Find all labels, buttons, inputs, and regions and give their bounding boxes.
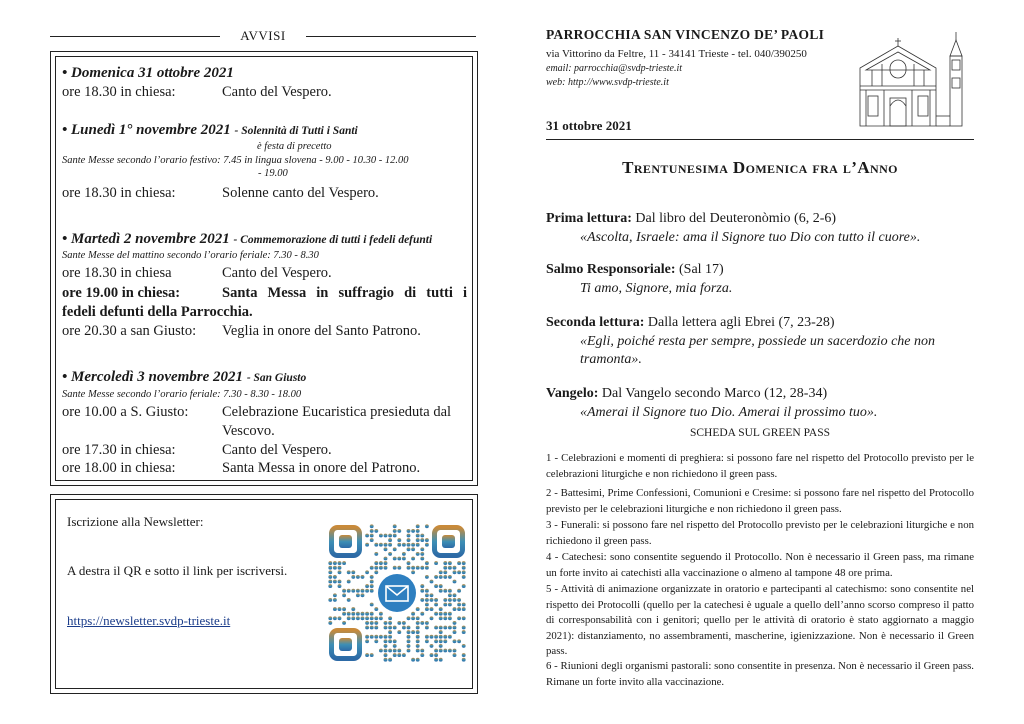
parish-address: via Vittorino da Feltre, 11 - 34141 Trieste - tel. 040/390250 [546,48,807,60]
row-time: ore 18.00 in chiesa: [62,460,176,476]
green-pass-point-1: 1 - Celebrazioni e momenti di preghiera: si possono fare nel rispetto del Protocollo previsto per le celebrazioni liturgiche e non richiedono il green pass. [546,452,974,480]
row-time: ore 20.30 a san Giusto: [62,323,197,339]
reading-source: Dal libro del Deuteronòmio (6, 2-6) [635,211,837,226]
green-pass-point-4: 4 - Catechesi: sono consentite seguendo il Protocollo. Non è necessario il Green pass, ma rimane un forte invito ai catechisti alla vaccinazione o almeno al tampone 48 ore prima. [546,551,974,579]
day-wednesday-title: • Mercoledì 3 novembre 2021 - San Giusto [62,369,307,385]
row-text: Santa Messa in onore del Patrono. [222,460,421,476]
note-orario-feriale: Sante Messe secondo l’orario feriale: 7.30 - 8.30 - 18.00 [62,389,302,400]
day-tuesday-title: • Martedì 2 novembre 2021 - Commemorazione di tutti i fedeli defunti [62,231,433,247]
avvisi-title: AVVISI [240,28,286,43]
qr-code[interactable] [328,524,466,662]
reading-1-quote: «Ascolta, Israele: ama il Signore tuo Dio con tutto il cuore». [580,230,921,245]
reading-4-quote: «Amerai il Signore tuo Dio. Amerai il prossimo tuo». [580,405,878,420]
reading-2-quote: Ti amo, Signore, mia forza. [580,281,733,296]
row-text: Canto del Vespero. [222,265,332,281]
row-text-cont: Vescovo. [222,423,275,439]
parish-name: PARROCCHIA SAN VINCENZO DE’ PAOLI [546,27,825,42]
row-time: ore 10.00 a S. Giusto: [62,404,189,420]
header-divider [546,139,974,140]
row-time: ore 18.30 in chiesa: [62,84,176,100]
day-subtitle: - Solennità di Tutti i Santi [234,125,358,137]
newsletter-label: Iscrizione alla Newsletter: [67,514,204,529]
day-subtitle: - San Giusto [246,372,307,384]
note-orario-festivo-cont: - 19.00 [258,168,288,179]
church-illustration-icon [852,26,980,130]
parish-email: email: parrocchia@svdp-trieste.it [546,63,683,74]
row-text: Celebrazione Eucaristica presieduta dal [222,404,452,420]
row-time: ore 18.30 in chiesa: [62,185,176,201]
newsletter-link[interactable]: https://newsletter.svdp-trieste.it [67,613,231,628]
row-time: ore 19.00 in chiesa: [62,285,181,301]
row-text: Santa Messa in suffragio di tutti i [222,285,467,301]
day-subtitle: - Commemorazione di tutti i fedeli defunti [233,234,433,246]
bulletin-date: 31 ottobre 2021 [546,118,632,133]
green-pass-point-3: 3 - Funerali: si possono fare nel rispetto del Protocollo previsto per le celebrazioni liturgiche e non richiedono il green pass. [546,519,974,547]
row-text: Veglia in onore del Santo Patrono. [222,323,421,339]
envelope-icon [378,574,416,612]
reading-source: (Sal 17) [679,262,724,277]
green-pass-point-5: 5 - Attività di animazione organizzate in oratorio e partecipanti al catechismo: sono consentite nel rispetto dei Protocolli (quello per la catechesi è uguale a quello dell’anno scorso compreso il patto di corresponsabilità con i genitori; quello per le attività di oratorio è stato aggiornato a maggio 2021): distanziamento, no assembramenti, mascherine, igienizzazione. Non è necessario il Green pass. [546,583,974,657]
row-text-cont: fedeli defunti della Parrocchia. [62,304,253,320]
row-text: Canto del Vespero. [222,442,332,458]
reading-label: Vangelo: [546,386,599,401]
day-monday-title: • Lunedì 1° novembre 2021 - Solennità di Tutti i Santi [62,122,358,138]
row-time: ore 17.30 in chiesa: [62,442,176,458]
reading-4-header [546,386,827,402]
reading-source: Dal Vangelo secondo Marco (12, 28-34) [601,386,828,401]
row-time: ore 18.30 in chiesa [62,265,172,281]
header-rule-right [306,36,476,37]
sunday-title: Trentunesima Domenica fra l’Anno [622,158,898,177]
row-text: Canto del Vespero. [222,84,332,100]
reading-2-header [546,262,724,278]
day-sunday-title: • Domenica 31 ottobre 2021 [62,65,234,81]
avvisi-header [50,28,476,44]
green-pass-point-6: 6 - Riunioni degli organismi pastorali: sono consentite in presenza. Non è necessario il Green pass. Rimane un forte invito alla vaccinazione. [546,660,974,688]
header-rule-left [50,36,220,37]
reading-3-header [546,315,834,331]
reading-source: Dalla lettera agli Ebrei (7, 23-28) [647,315,835,330]
green-pass-title: SCHEDA SUL GREEN PASS [689,427,831,439]
note-precetto: è festa di precetto [257,141,332,152]
reading-label: Salmo Responsoriale: [546,262,676,277]
newsletter-instructions: A destra il QR e sotto il link per iscriversi. [67,563,288,578]
row-text: Solenne canto del Vespero. [222,185,379,201]
parish-web: web: http://www.svdp-trieste.it [546,77,669,88]
reading-3-quote: «Egli, poiché resta per sempre, possiede un sacerdozio che non tramonta». [580,334,935,367]
note-orario-feriale-mattino: Sante Messe del mattino secondo l’orario feriale: 7.30 - 8.30 [62,250,319,261]
reading-label: Seconda lettura: [546,315,645,330]
green-pass-point-2: 2 - Battesimi, Prime Confessioni, Comunioni e Cresime: si possono fare nel rispetto del Protocollo previsto per le celebrazioni liturgiche e non richiedono il green pass. [546,487,974,515]
reading-label: Prima lettura: [546,211,632,226]
reading-1-header [546,211,836,227]
note-orario-festivo: Sante Messe secondo l’orario festivo: 7.45 in lingua slovena - 9.00 - 10.30 - 12.00 [62,155,409,166]
